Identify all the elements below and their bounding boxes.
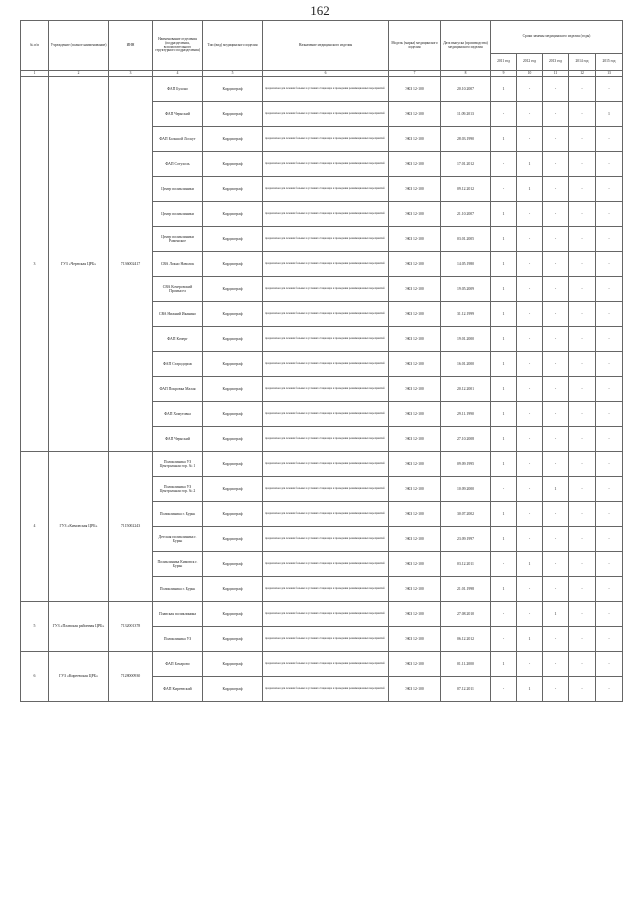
model-cell: ЭКЗ 12-100 bbox=[389, 477, 441, 502]
year-cell: - bbox=[569, 452, 596, 477]
year-cell: - bbox=[517, 352, 543, 377]
year-cell: - bbox=[596, 202, 623, 227]
group-inn: 7115002243 bbox=[109, 452, 153, 602]
model-cell: ЭКЗ 12-100 bbox=[389, 102, 441, 127]
type-cell: Кардиограф bbox=[203, 627, 263, 652]
model-cell: ЭКЗ 12-100 bbox=[389, 552, 441, 577]
column-number: 4 bbox=[153, 71, 203, 77]
unit-cell: ФАП Киреевский bbox=[153, 677, 203, 702]
column-number: 3 bbox=[109, 71, 153, 77]
header-inn: ИНН bbox=[109, 21, 153, 71]
year-cell: - bbox=[517, 77, 543, 102]
date-cell: 28.03.1990 bbox=[441, 127, 491, 152]
year-cell: - bbox=[517, 502, 543, 527]
date-cell: 16.01.2000 bbox=[441, 352, 491, 377]
year-cell: - bbox=[543, 202, 569, 227]
group-inn: 7136002417 bbox=[109, 77, 153, 452]
model-cell: ЭКЗ 12-100 bbox=[389, 77, 441, 102]
unit-cell: Центр поликлиники Раменское bbox=[153, 227, 203, 252]
model-cell: ЭКЗ 12-100 bbox=[389, 252, 441, 277]
group-organization: ГУЗ «Кимовская ЦРБ» bbox=[49, 452, 109, 602]
year-cell: 1 bbox=[491, 502, 517, 527]
purpose-cell: предназначен для лечения больных в условиях стационара и проведения реанимационных мероприятий bbox=[263, 527, 389, 552]
column-number: 11 bbox=[543, 71, 569, 77]
model-cell: ЭКЗ 12-100 bbox=[389, 202, 441, 227]
column-number: 7 bbox=[389, 71, 441, 77]
table-body bbox=[21, 77, 623, 702]
year-cell: - bbox=[543, 252, 569, 277]
year-cell: - bbox=[596, 152, 623, 177]
purpose-cell: предназначен для лечения больных в условиях стационара и проведения реанимационных мероприятий bbox=[263, 502, 389, 527]
type-cell: Кардиограф bbox=[203, 602, 263, 627]
year-cell: - bbox=[543, 552, 569, 577]
year-cell: - bbox=[596, 377, 623, 402]
year-cell: 1 bbox=[491, 302, 517, 327]
unit-cell: Поликлиника г. Бурьк bbox=[153, 502, 203, 527]
year-cell: - bbox=[569, 652, 596, 677]
year-cell: - bbox=[491, 477, 517, 502]
date-cell: 27.08.2010 bbox=[441, 602, 491, 627]
unit-cell: ФАП Бухоно bbox=[153, 77, 203, 102]
header-year: 2014 год bbox=[569, 54, 596, 71]
year-cell: 1 bbox=[491, 652, 517, 677]
year-cell: 1 bbox=[491, 327, 517, 352]
unit-cell: Детская поликлиника г. Бурьк bbox=[153, 527, 203, 552]
year-cell: - bbox=[543, 377, 569, 402]
header-org: Учреждение (полное наименование) bbox=[49, 21, 109, 71]
unit-cell: ФАП Большой Лоскут bbox=[153, 127, 203, 152]
year-cell: - bbox=[543, 402, 569, 427]
year-cell: 1 bbox=[543, 477, 569, 502]
year-cell: - bbox=[596, 577, 623, 602]
unit-cell: Плавская поликлиника bbox=[153, 602, 203, 627]
year-cell: - bbox=[543, 677, 569, 702]
purpose-cell: предназначен для лечения больных в условиях стационара и проведения реанимационных мероприятий bbox=[263, 477, 389, 502]
year-cell: - bbox=[596, 527, 623, 552]
year-cell: - bbox=[491, 102, 517, 127]
type-cell: Кардиограф bbox=[203, 77, 263, 102]
date-cell: 06.12.2012 bbox=[441, 627, 491, 652]
year-cell: - bbox=[517, 202, 543, 227]
date-cell: 03.01.2005 bbox=[441, 227, 491, 252]
type-cell: Кардиограф bbox=[203, 552, 263, 577]
year-cell: - bbox=[517, 102, 543, 127]
column-number: 6 bbox=[263, 71, 389, 77]
unit-cell: Центр поликлиники bbox=[153, 202, 203, 227]
year-cell: 1 bbox=[491, 527, 517, 552]
year-cell: 1 bbox=[491, 202, 517, 227]
table-row bbox=[21, 652, 623, 677]
type-cell: Кардиограф bbox=[203, 352, 263, 377]
year-cell: - bbox=[569, 352, 596, 377]
column-number: 2 bbox=[49, 71, 109, 77]
purpose-cell: предназначен для лечения больных в условиях стационара и проведения реанимационных мероприятий bbox=[263, 602, 389, 627]
date-cell: 03.12.2011 bbox=[441, 552, 491, 577]
purpose-cell: предназначен для лечения больных в условиях стационара и проведения реанимационных мероприятий bbox=[263, 227, 389, 252]
group-inn: 7128000930 bbox=[109, 652, 153, 702]
date-cell: 09.12.2012 bbox=[441, 177, 491, 202]
purpose-cell: предназначен для лечения больных в условиях стационара и проведения реанимационных мероприятий bbox=[263, 427, 389, 452]
type-cell: Кардиограф bbox=[203, 402, 263, 427]
year-cell: - bbox=[517, 327, 543, 352]
unit-cell: Центр поликлиники bbox=[153, 177, 203, 202]
year-cell: 1 bbox=[491, 452, 517, 477]
purpose-cell: предназначен для лечения больных в условиях стационара и проведения реанимационных мероприятий bbox=[263, 402, 389, 427]
year-cell: 1 bbox=[491, 227, 517, 252]
year-cell: - bbox=[569, 427, 596, 452]
year-cell: 1 bbox=[491, 277, 517, 302]
header-year: 2013 год bbox=[543, 54, 569, 71]
model-cell: ЭКЗ 12-100 bbox=[389, 677, 441, 702]
year-cell: - bbox=[596, 552, 623, 577]
model-cell: ЭКЗ 12-100 bbox=[389, 177, 441, 202]
type-cell: Кардиограф bbox=[203, 177, 263, 202]
model-cell: ЭКЗ 12-100 bbox=[389, 352, 441, 377]
year-cell: - bbox=[491, 177, 517, 202]
model-cell: ЭКЗ 12-100 bbox=[389, 327, 441, 352]
purpose-cell: предназначен для лечения больных в условиях стационара и проведения реанимационных мероприятий bbox=[263, 77, 389, 102]
year-cell: 1 bbox=[491, 402, 517, 427]
year-cell: - bbox=[543, 77, 569, 102]
unit-cell: ФАП Стародорож bbox=[153, 352, 203, 377]
year-cell: - bbox=[543, 652, 569, 677]
year-cell: - bbox=[517, 227, 543, 252]
year-cell: - bbox=[517, 427, 543, 452]
type-cell: Кардиограф bbox=[203, 377, 263, 402]
purpose-cell: предназначен для лечения больных в условиях стационара и проведения реанимационных мероприятий bbox=[263, 202, 389, 227]
group-number: 5 bbox=[21, 602, 49, 652]
purpose-cell: предназначен для лечения больных в условиях стационара и проведения реанимационных мероприятий bbox=[263, 152, 389, 177]
year-cell: - bbox=[491, 677, 517, 702]
year-cell: - bbox=[569, 502, 596, 527]
year-cell: - bbox=[569, 402, 596, 427]
model-cell: ЭКЗ 12-100 bbox=[389, 627, 441, 652]
header-plan-group: Сроки замены медицинского изделия (годы) bbox=[491, 21, 623, 54]
year-cell: - bbox=[569, 302, 596, 327]
group-inn: 7132001378 bbox=[109, 602, 153, 652]
year-cell: - bbox=[596, 277, 623, 302]
header-num: № п/п bbox=[21, 21, 49, 71]
model-cell: ЭКЗ 12-100 bbox=[389, 227, 441, 252]
purpose-cell: предназначен для лечения больных в условиях стационара и проведения реанимационных мероприятий bbox=[263, 302, 389, 327]
date-cell: 19.05.2009 bbox=[441, 277, 491, 302]
type-cell: Кардиограф bbox=[203, 427, 263, 452]
type-cell: Кардиограф bbox=[203, 202, 263, 227]
unit-cell: СВА Локно Наволок bbox=[153, 252, 203, 277]
year-cell: - bbox=[543, 527, 569, 552]
unit-cell: Поликлиника УЗ Центральная гор. № 2 bbox=[153, 477, 203, 502]
year-cell: - bbox=[596, 452, 623, 477]
equipment-table bbox=[20, 20, 623, 702]
unit-cell: ФАП Сотухоль bbox=[153, 152, 203, 177]
model-cell: ЭКЗ 12-100 bbox=[389, 377, 441, 402]
year-cell: - bbox=[543, 152, 569, 177]
purpose-cell: предназначен для лечения больных в условиях стационара и проведения реанимационных мероприятий bbox=[263, 127, 389, 152]
year-cell: - bbox=[596, 302, 623, 327]
purpose-cell: предназначен для лечения больных в условиях стационара и проведения реанимационных мероприятий bbox=[263, 452, 389, 477]
year-cell: - bbox=[569, 152, 596, 177]
date-cell: 17.01.2012 bbox=[441, 152, 491, 177]
year-cell: 1 bbox=[517, 677, 543, 702]
year-cell: 1 bbox=[491, 77, 517, 102]
group-number: 3 bbox=[21, 77, 49, 452]
year-cell: - bbox=[543, 352, 569, 377]
model-cell: ЭКЗ 12-100 bbox=[389, 502, 441, 527]
purpose-cell: предназначен для лечения больных в условиях стационара и проведения реанимационных мероприятий bbox=[263, 352, 389, 377]
year-cell: - bbox=[596, 652, 623, 677]
unit-cell: Поликлиника г. Бурьк bbox=[153, 577, 203, 602]
header-year: 2012 год bbox=[517, 54, 543, 71]
year-cell: - bbox=[596, 627, 623, 652]
year-cell: - bbox=[569, 552, 596, 577]
date-cell: 27.10.2008 bbox=[441, 427, 491, 452]
date-cell: 09.09.1995 bbox=[441, 452, 491, 477]
year-cell: 1 bbox=[491, 427, 517, 452]
unit-cell: СВА Кочеровский Промысел bbox=[153, 277, 203, 302]
table-row bbox=[21, 602, 623, 627]
year-cell: - bbox=[569, 177, 596, 202]
type-cell: Кардиограф bbox=[203, 477, 263, 502]
date-cell: 20.12.2001 bbox=[441, 377, 491, 402]
table-row bbox=[21, 77, 623, 102]
unit-cell: ФАП Чернский bbox=[153, 427, 203, 452]
unit-cell: ФАП Кочерг bbox=[153, 327, 203, 352]
year-cell: - bbox=[543, 277, 569, 302]
year-cell: - bbox=[543, 627, 569, 652]
date-cell: 30.07.2002 bbox=[441, 502, 491, 527]
year-cell: - bbox=[543, 452, 569, 477]
year-cell: 1 bbox=[517, 152, 543, 177]
year-cell: - bbox=[543, 327, 569, 352]
model-cell: ЭКЗ 12-100 bbox=[389, 277, 441, 302]
year-cell: - bbox=[596, 602, 623, 627]
year-cell: - bbox=[491, 552, 517, 577]
year-cell: - bbox=[569, 477, 596, 502]
date-cell: 20.10.2007 bbox=[441, 77, 491, 102]
page-number: 162 bbox=[310, 3, 330, 18]
year-cell: - bbox=[569, 77, 596, 102]
purpose-cell: предназначен для лечения больных в условиях стационара и проведения реанимационных мероприятий bbox=[263, 677, 389, 702]
group-number: 4 bbox=[21, 452, 49, 602]
date-cell: 23.09.1997 bbox=[441, 527, 491, 552]
year-cell: - bbox=[596, 502, 623, 527]
unit-cell: Поликлиника Кимовск г. Бурьк bbox=[153, 552, 203, 577]
header-type: Тип (вид) медицинского изделия bbox=[203, 21, 263, 71]
year-cell: - bbox=[596, 327, 623, 352]
year-cell: - bbox=[569, 602, 596, 627]
type-cell: Кардиограф bbox=[203, 102, 263, 127]
year-cell: - bbox=[596, 402, 623, 427]
column-number: 9 bbox=[491, 71, 517, 77]
year-cell: - bbox=[517, 602, 543, 627]
group-organization: ГУЗ «Киреевская ЦРБ» bbox=[49, 652, 109, 702]
model-cell: ЭКЗ 12-100 bbox=[389, 652, 441, 677]
date-cell: 21.01.1998 bbox=[441, 577, 491, 602]
date-cell: 14.05.1980 bbox=[441, 252, 491, 277]
model-cell: ЭКЗ 12-100 bbox=[389, 402, 441, 427]
year-cell: - bbox=[517, 127, 543, 152]
unit-cell: СВА Нижний Иканино bbox=[153, 302, 203, 327]
purpose-cell: предназначен для лечения больных в условиях стационара и проведения реанимационных мероприятий bbox=[263, 652, 389, 677]
column-number: 8 bbox=[441, 71, 491, 77]
type-cell: Кардиограф bbox=[203, 227, 263, 252]
year-cell: - bbox=[596, 252, 623, 277]
year-cell: - bbox=[517, 252, 543, 277]
year-cell: - bbox=[517, 477, 543, 502]
group-organization: ГУЗ «Чернская ЦРБ» bbox=[49, 77, 109, 452]
type-cell: Кардиограф bbox=[203, 577, 263, 602]
year-cell: - bbox=[596, 477, 623, 502]
type-cell: Кардиограф bbox=[203, 452, 263, 477]
year-cell: - bbox=[569, 277, 596, 302]
type-cell: Кардиограф bbox=[203, 677, 263, 702]
purpose-cell: предназначен для лечения больных в условиях стационара и проведения реанимационных мероприятий bbox=[263, 327, 389, 352]
header-purpose: Назначение медицинского изделия bbox=[263, 21, 389, 71]
table-row bbox=[21, 452, 623, 477]
year-cell: - bbox=[517, 527, 543, 552]
unit-cell: ФАП Покровка Малая bbox=[153, 377, 203, 402]
type-cell: Кардиограф bbox=[203, 277, 263, 302]
year-cell: - bbox=[517, 377, 543, 402]
year-cell: - bbox=[517, 577, 543, 602]
year-cell: - bbox=[517, 277, 543, 302]
year-cell: 1 bbox=[491, 577, 517, 602]
year-cell: - bbox=[596, 127, 623, 152]
unit-cell: ФАП Хомутовка bbox=[153, 402, 203, 427]
model-cell: ЭКЗ 12-100 bbox=[389, 127, 441, 152]
year-cell: - bbox=[543, 102, 569, 127]
type-cell: Кардиограф bbox=[203, 127, 263, 152]
year-cell: - bbox=[569, 327, 596, 352]
header-model: Модель (марка) медицинского изделия bbox=[389, 21, 441, 71]
year-cell: - bbox=[491, 152, 517, 177]
model-cell: ЭКЗ 12-100 bbox=[389, 302, 441, 327]
unit-cell: ФАП Бочарово bbox=[153, 652, 203, 677]
year-cell: - bbox=[543, 302, 569, 327]
year-cell: - bbox=[543, 177, 569, 202]
year-cell: - bbox=[569, 102, 596, 127]
model-cell: ЭКЗ 12-100 bbox=[389, 527, 441, 552]
model-cell: ЭКЗ 12-100 bbox=[389, 602, 441, 627]
type-cell: Кардиограф bbox=[203, 252, 263, 277]
year-cell: - bbox=[543, 427, 569, 452]
purpose-cell: предназначен для лечения больных в условиях стационара и проведения реанимационных мероприятий bbox=[263, 627, 389, 652]
unit-cell: Поликлиника УЗ bbox=[153, 627, 203, 652]
unit-cell: Поликлиника УЗ Центральная гор. № 1 bbox=[153, 452, 203, 477]
header-unit: Наименование отделения (подразделения, вспомогательного структурного подразделения) bbox=[153, 21, 203, 71]
model-cell: ЭКЗ 12-100 bbox=[389, 452, 441, 477]
year-cell: - bbox=[569, 202, 596, 227]
year-cell: - bbox=[569, 252, 596, 277]
type-cell: Кардиограф bbox=[203, 327, 263, 352]
year-cell: - bbox=[596, 77, 623, 102]
model-cell: ЭКЗ 12-100 bbox=[389, 427, 441, 452]
date-cell: 01.11.2000 bbox=[441, 652, 491, 677]
purpose-cell: предназначен для лечения больных в условиях стационара и проведения реанимационных мероприятий bbox=[263, 177, 389, 202]
purpose-cell: предназначен для лечения больных в условиях стационара и проведения реанимационных мероприятий bbox=[263, 377, 389, 402]
date-cell: 29.11.1990 bbox=[441, 402, 491, 427]
column-number: 10 bbox=[517, 71, 543, 77]
year-cell: - bbox=[596, 227, 623, 252]
year-cell: 1 bbox=[491, 252, 517, 277]
year-cell: 1 bbox=[491, 127, 517, 152]
date-cell: 21.10.2007 bbox=[441, 202, 491, 227]
year-cell: - bbox=[491, 602, 517, 627]
type-cell: Кардиограф bbox=[203, 302, 263, 327]
type-cell: Кардиограф bbox=[203, 152, 263, 177]
type-cell: Кардиограф bbox=[203, 652, 263, 677]
year-cell: 1 bbox=[543, 602, 569, 627]
year-cell: - bbox=[596, 427, 623, 452]
year-cell: 1 bbox=[596, 102, 623, 127]
header-year: 2015 год bbox=[596, 54, 623, 71]
column-number: 13 bbox=[596, 71, 623, 77]
header-year: 2011 год bbox=[491, 54, 517, 71]
year-cell: - bbox=[569, 527, 596, 552]
date-cell: 07.12.2011 bbox=[441, 677, 491, 702]
year-cell: - bbox=[569, 577, 596, 602]
year-cell: - bbox=[543, 227, 569, 252]
purpose-cell: предназначен для лечения больных в условиях стационара и проведения реанимационных мероприятий bbox=[263, 102, 389, 127]
year-cell: - bbox=[517, 402, 543, 427]
group-number: 6 bbox=[21, 652, 49, 702]
column-number: 5 bbox=[203, 71, 263, 77]
date-cell: 19.01.2000 bbox=[441, 327, 491, 352]
purpose-cell: предназначен для лечения больных в условиях стационара и проведения реанимационных мероприятий bbox=[263, 577, 389, 602]
purpose-cell: предназначен для лечения больных в условиях стационара и проведения реанимационных мероприятий bbox=[263, 277, 389, 302]
model-cell: ЭКЗ 12-100 bbox=[389, 577, 441, 602]
year-cell: 1 bbox=[491, 377, 517, 402]
purpose-cell: предназначен для лечения больных в условиях стационара и проведения реанимационных мероприятий bbox=[263, 252, 389, 277]
column-number: 12 bbox=[569, 71, 596, 77]
year-cell: 1 bbox=[491, 352, 517, 377]
type-cell: Кардиограф bbox=[203, 502, 263, 527]
year-cell: - bbox=[596, 177, 623, 202]
year-cell: - bbox=[596, 352, 623, 377]
year-cell: - bbox=[596, 677, 623, 702]
purpose-cell: предназначен для лечения больных в условиях стационара и проведения реанимационных мероприятий bbox=[263, 552, 389, 577]
year-cell: 1 bbox=[517, 552, 543, 577]
date-cell: 10.09.2000 bbox=[441, 477, 491, 502]
header-date: Дата выпуска (производства) медицинского изделия bbox=[441, 21, 491, 71]
year-cell: - bbox=[569, 377, 596, 402]
year-cell: - bbox=[517, 452, 543, 477]
year-cell: - bbox=[543, 502, 569, 527]
year-cell: - bbox=[569, 677, 596, 702]
header-row bbox=[21, 21, 623, 54]
model-cell: ЭКЗ 12-100 bbox=[389, 152, 441, 177]
unit-cell: ФАП Чернский bbox=[153, 102, 203, 127]
year-cell: 1 bbox=[517, 627, 543, 652]
date-cell: 31.12.1999 bbox=[441, 302, 491, 327]
year-cell: - bbox=[517, 652, 543, 677]
year-cell: - bbox=[491, 627, 517, 652]
year-cell: - bbox=[543, 127, 569, 152]
date-cell: 11.09.2013 bbox=[441, 102, 491, 127]
year-cell: - bbox=[517, 302, 543, 327]
year-cell: - bbox=[543, 577, 569, 602]
year-cell: - bbox=[569, 627, 596, 652]
type-cell: Кардиограф bbox=[203, 527, 263, 552]
year-cell: - bbox=[569, 127, 596, 152]
year-cell: - bbox=[569, 227, 596, 252]
column-number: 1 bbox=[21, 71, 49, 77]
group-organization: ГУЗ «Плавская районная ЦРБ» bbox=[49, 602, 109, 652]
year-cell: 1 bbox=[517, 177, 543, 202]
